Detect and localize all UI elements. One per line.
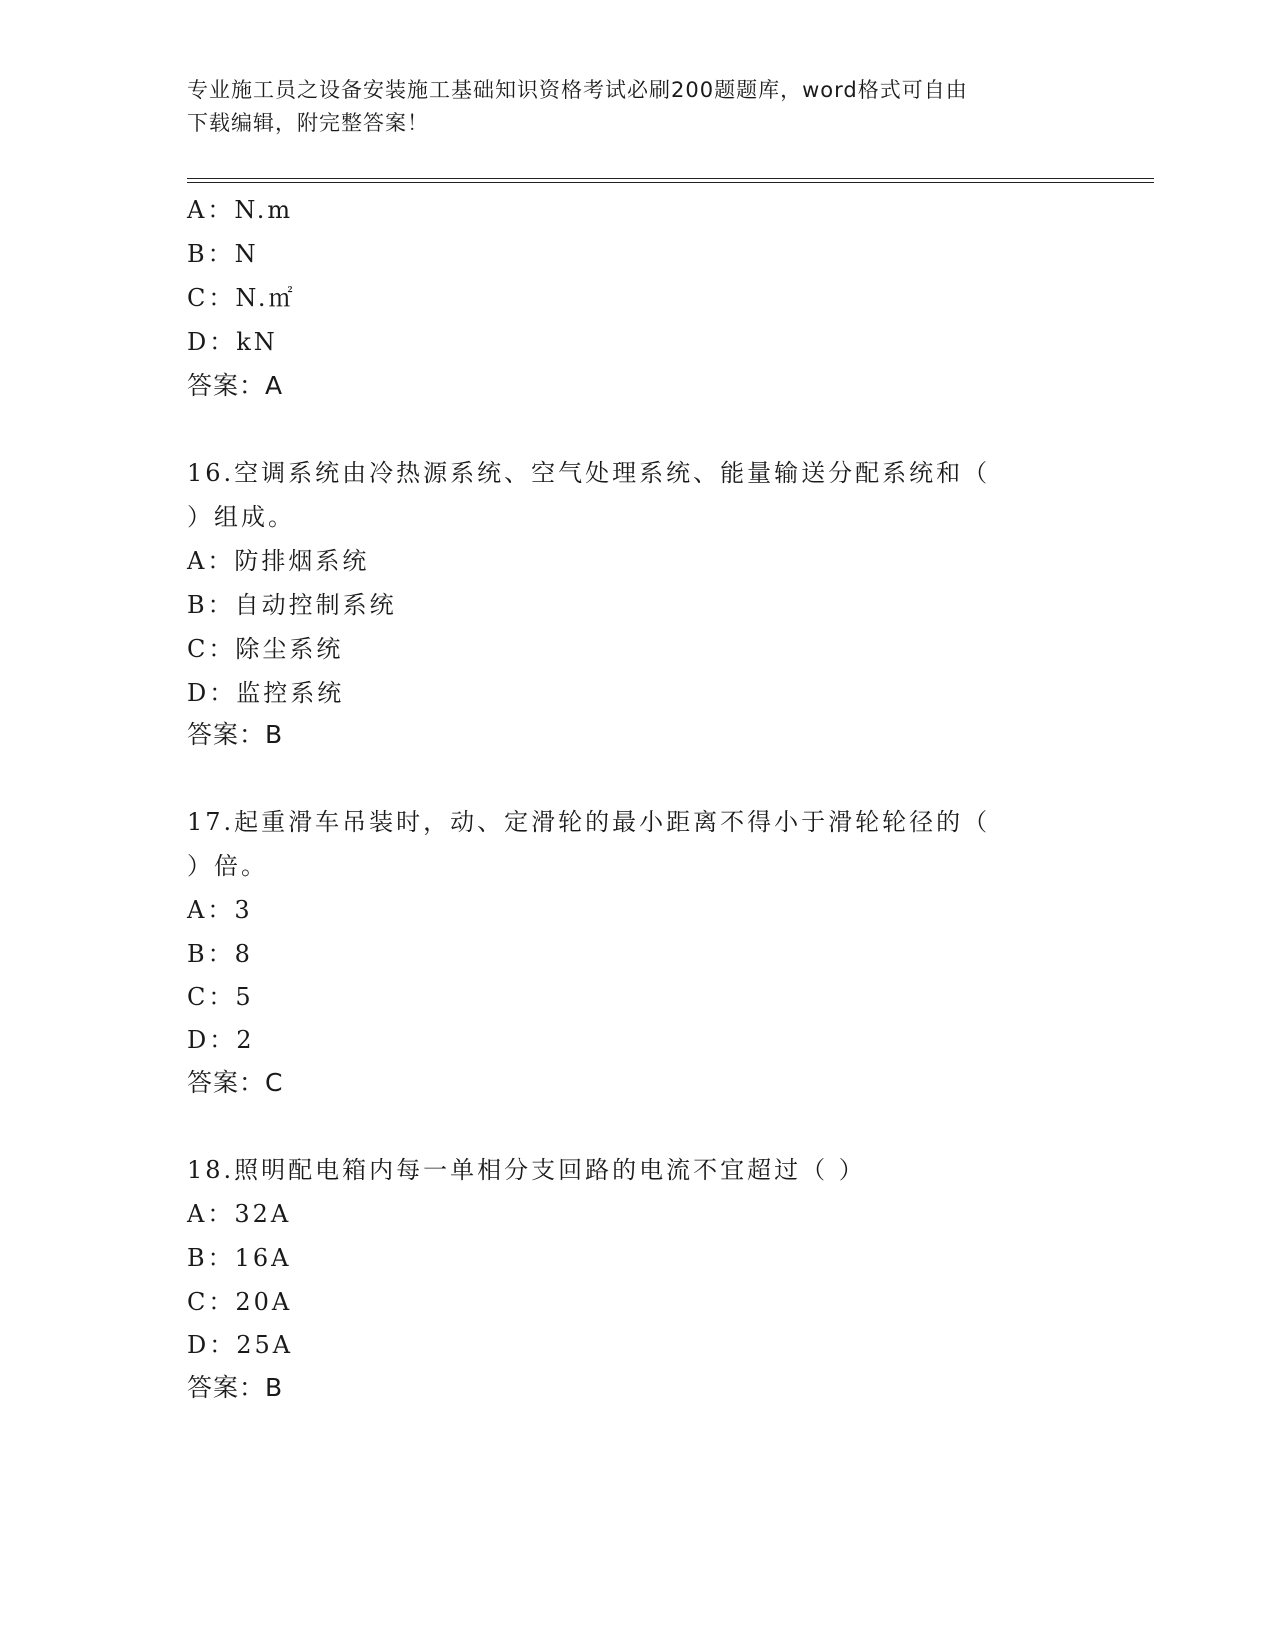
q17-option-a: A：3	[187, 896, 253, 924]
q18-stem-line-1: 18.照明配电箱内每一单相分支回路的电流不宜超过（ ）	[187, 1156, 866, 1184]
q18-option-b: B：16A	[187, 1244, 292, 1272]
q16-option-d: D：监控系统	[187, 679, 345, 707]
header-line-2: 下载编辑，附完整答案！	[187, 111, 429, 135]
q18-option-d: D：25A	[187, 1331, 294, 1359]
q18-option-c: C：20A	[187, 1288, 293, 1316]
q16-answer: 答案：B	[187, 720, 284, 749]
q15-answer: 答案：A	[187, 371, 284, 400]
q15-option-d: D：kN	[187, 328, 278, 356]
q16-option-a: A：防排烟系统	[187, 547, 370, 575]
header-divider-bottom	[187, 182, 1154, 183]
q17-answer: 答案：C	[187, 1068, 284, 1097]
q17-option-b: B：8	[187, 940, 253, 968]
q17-stem-line-2: ）倍。	[187, 852, 268, 880]
q16-option-c: C：除尘系统	[187, 635, 344, 663]
q15-option-a: A：N.m	[187, 196, 294, 224]
header-line-1: 专业施工员之设备安装施工基础知识资格考试必刷200题题库，word格式可自由	[187, 78, 968, 102]
document-header	[187, 74, 1087, 140]
q16-stem-line-2: ）组成。	[187, 503, 295, 531]
header-divider-top	[187, 178, 1154, 179]
q16-stem-line-1: 16.空调系统由冷热源系统、空气处理系统、能量输送分配系统和（	[187, 459, 991, 487]
q15-option-b: B：N	[187, 240, 259, 268]
q15-option-c: C：N.㎡	[187, 284, 296, 312]
q17-option-c: C：5	[187, 983, 254, 1011]
q17-option-d: D：2	[187, 1026, 255, 1054]
q17-stem-line-1: 17.起重滑车吊装时，动、定滑轮的最小距离不得小于滑轮轮径的（	[187, 808, 991, 836]
q16-option-b: B：自动控制系统	[187, 591, 397, 619]
q18-option-a: A：32A	[187, 1200, 292, 1228]
q18-answer: 答案：B	[187, 1373, 284, 1402]
